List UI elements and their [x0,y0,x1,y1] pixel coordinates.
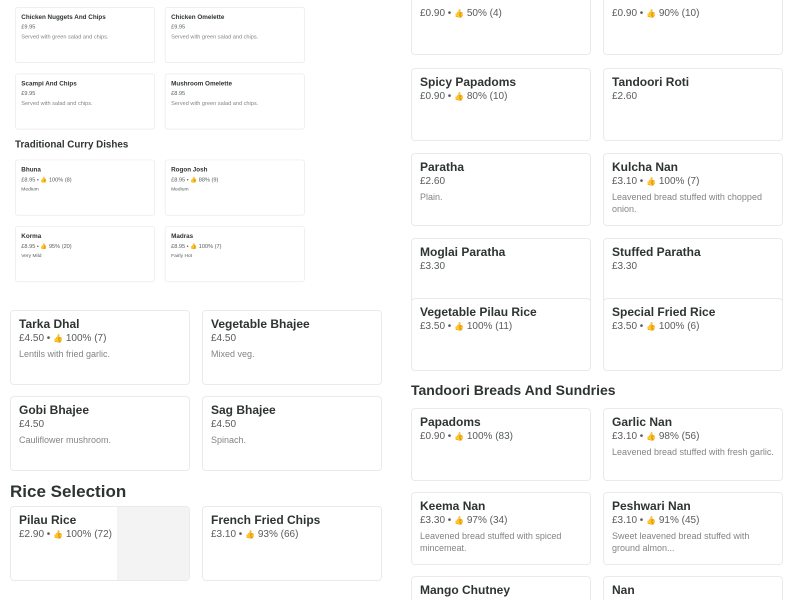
menu-item-card[interactable] [15,74,155,130]
thumbs-up-icon: 👍 [646,9,657,18]
spice-level-tag: Fairly Hot [171,253,193,259]
thumbs-up-icon: 👍 [40,242,48,250]
item-price-rating: £0.90 • 👍 100% (83) [420,431,513,442]
menu-item-card[interactable] [603,298,783,371]
item-description: Lentils with fried garlic. [19,349,111,359]
item-name: Papadoms [420,415,481,429]
item-name: Chicken Omelette [171,13,225,21]
thumbs-up-icon: 👍 [454,9,465,18]
menu-item-card[interactable] [202,396,382,471]
item-name: Mushroom Omelette [171,79,233,87]
item-price: £2.60 [612,91,638,102]
item-name: Keema Nan [420,499,486,513]
item-price-rating: £0.90 • 👍 90% (10) [612,8,700,19]
item-description: Spinach. [211,435,247,445]
menu-item-card[interactable] [165,74,305,130]
thumbs-up-icon: 👍 [646,177,657,186]
item-name: Moglai Paratha [420,245,506,259]
menu-item-card[interactable] [411,68,591,141]
spice-level-tag: Very Mild [21,253,42,259]
thumbs-up-icon: 👍 [454,432,465,441]
menu-item-card[interactable] [603,153,783,226]
menu-item-card[interactable] [603,492,783,565]
item-price-rating: £3.30 • 👍 97% (34) [420,515,508,526]
menu-item-card[interactable] [10,506,190,581]
item-description: Cauliflower mushroom. [19,435,112,445]
item-price: £4.50 [211,419,237,430]
item-name: Tarka Dhal [19,317,80,331]
item-price-rating: £3.10 • 👍 98% (56) [612,431,700,442]
thumbs-up-icon: 👍 [53,334,64,343]
section-title-curry: Traditional Curry Dishes [15,138,129,150]
item-name: Mango Chutney [420,583,510,597]
menu-item-card[interactable] [202,310,382,385]
item-name: Nan [612,583,635,597]
item-price: £9.95 [21,90,36,97]
item-description: Served with salad and chips. [21,100,93,107]
menu-item-card[interactable] [411,492,591,565]
menu-item-card[interactable] [165,7,305,63]
spice-level-tag: Medium [21,186,39,192]
item-name: Peshwari Nan [612,499,691,513]
item-name: Chicken Nuggets And Chips [21,13,106,21]
thumbs-up-icon: 👍 [454,92,465,101]
item-price-rating: £8.95 • 👍 88% (9) [171,176,219,183]
thumbs-up-icon: 👍 [454,516,465,525]
item-description: Mixed veg. [211,349,255,359]
thumbs-up-icon: 👍 [454,322,465,331]
item-name: Madras [171,232,194,240]
menu-item-card[interactable] [15,7,155,63]
item-price: £4.50 [19,419,45,430]
thumbs-up-icon: 👍 [40,176,48,183]
menu-item-card[interactable] [603,408,783,481]
menu-item-card[interactable] [411,153,591,226]
item-image [117,507,189,580]
item-name: French Fried Chips [211,513,321,527]
thumbs-up-icon: 👍 [646,432,657,441]
section-title-breads: Tandoori Breads And Sundries [411,382,616,398]
spice-level-tag: Medium [171,186,189,192]
item-price-rating: £2.90 • 👍 100% (72) [19,529,112,540]
section-title-rice: Rice Selection [10,482,127,501]
item-price-rating: £3.10 • 👍 91% (45) [612,515,700,526]
menu-item-card[interactable] [603,576,783,600]
item-price-rating: £8.95 • 👍 100% (8) [21,176,72,183]
menu-item-card[interactable] [165,226,305,282]
menu-item-card[interactable] [603,68,783,141]
item-price-rating: £0.90 • 👍 50% (4) [420,8,502,19]
thumbs-up-icon: 👍 [646,516,657,525]
item-price: £3.30 [612,261,638,272]
item-price: £2.60 [420,176,446,187]
item-price-rating: £0.90 • 👍 80% (10) [420,91,508,102]
item-name: Vegetable Pilau Rice [420,305,537,319]
item-price: £9.95 [171,23,186,31]
item-price-rating: £8.95 • 👍 100% (7) [171,242,222,250]
menu-item-card[interactable] [202,506,382,581]
menu-item-card[interactable] [411,576,591,600]
menu-item-card[interactable] [165,160,305,216]
item-name: Rogon Josh [171,165,208,173]
item-name: Garlic Nan [612,415,673,429]
menu-item-card[interactable] [411,298,591,371]
item-price-rating: £3.50 • 👍 100% (6) [612,321,700,332]
item-description: Leavened bread stuffed with spiced mincemeat. [420,531,562,553]
item-name: Scampi And Chips [21,79,77,87]
item-description: Plain. [420,192,443,202]
menu-item-card[interactable] [15,226,155,282]
item-name: Tandoori Roti [612,75,690,89]
item-name: Stuffed Paratha [612,245,701,259]
menu-item-card[interactable] [10,310,190,385]
item-description: Served with green salad and chips. [171,33,259,40]
menu-item-card[interactable] [603,0,783,55]
item-price-rating: £3.10 • 👍 93% (66) [211,529,299,540]
thumbs-up-icon: 👍 [646,322,657,331]
item-description: Sweet leavened bread stuffed with ground almon... [612,531,750,553]
item-price-rating: £3.50 • 👍 100% (11) [420,321,513,332]
item-name: Kulcha Nan [612,160,679,174]
item-name: Bhuna [21,165,41,173]
menu-item-card[interactable] [15,160,155,216]
item-price: £4.50 [211,333,237,344]
thumbs-up-icon: 👍 [190,176,198,183]
thumbs-up-icon: 👍 [190,242,198,250]
item-name: Pilau Rice [19,513,77,527]
item-price-rating: £3.10 • 👍 100% (7) [612,176,700,187]
item-description: Served with green salad and chips. [21,33,109,40]
item-price-rating: £8.95 • 👍 95% (20) [21,242,72,250]
item-name: Paratha [420,160,465,174]
menu-item-card[interactable] [10,396,190,471]
item-price-rating: £4.50 • 👍 100% (7) [19,333,107,344]
item-price: £8.95 [171,90,186,97]
thumbs-up-icon: 👍 [53,530,64,539]
item-name: Sag Bhajee [211,403,276,417]
item-description: Served with green salad and chips. [171,100,259,107]
item-description: Leavened bread stuffed with fresh garlic. [612,447,774,457]
menu-item-card[interactable] [411,408,591,481]
item-name: Spicy Papadoms [420,75,517,89]
item-price: £3.30 [420,261,446,272]
menu-item-card[interactable] [411,0,591,55]
item-name: Gobi Bhajee [19,403,90,417]
item-name: Korma [21,232,42,240]
item-name: Vegetable Bhajee [211,317,310,331]
item-description: Leavened bread stuffed with chopped onion. [612,192,762,214]
thumbs-up-icon: 👍 [245,530,256,539]
item-name: Special Fried Rice [612,305,716,319]
item-price: £9.95 [21,23,36,31]
